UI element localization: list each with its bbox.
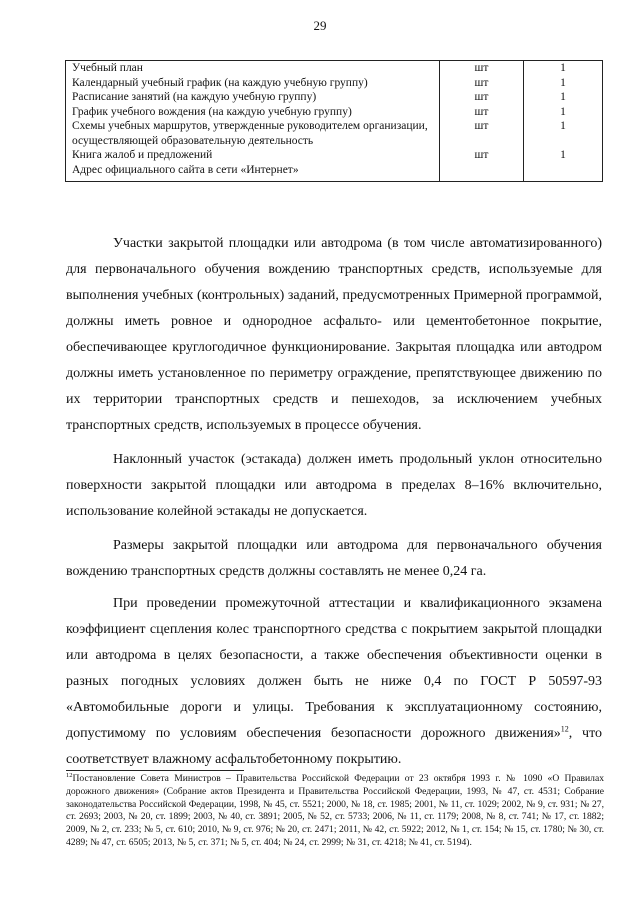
unit-cell: шт bbox=[440, 76, 524, 91]
item-name-cell: График учебного вождения (на каждую учебную группу) bbox=[66, 105, 440, 120]
table-row bbox=[66, 105, 603, 120]
quantity-cell: 1 bbox=[524, 90, 603, 105]
unit-cell: шт bbox=[440, 119, 524, 148]
paragraph-friction-tail: , что соответствует влажному асфальтобетонному покрытию. bbox=[66, 726, 602, 767]
unit-cell: шт bbox=[440, 90, 524, 105]
unit-cell: шт bbox=[440, 105, 524, 120]
quantity-cell: 1 bbox=[524, 76, 603, 91]
item-name-cell: Расписание занятий (на каждую учебную группу) bbox=[66, 90, 440, 105]
footnote-divider bbox=[66, 770, 244, 771]
paragraph-incline-requirements: Наклонный участок (эстакада) должен иметь продольный уклон относительно поверхности закрытой площадки или автодрома в пределах 8–16% включительно, использование колейной эстакады не допускается. bbox=[66, 452, 602, 519]
table-row bbox=[66, 148, 603, 163]
paragraph-area-size: Размеры закрытой площадки или автодрома для первоначального обучения вождению транспортных средств должны составлять не менее 0,24 га. bbox=[66, 538, 602, 579]
item-name-cell: Календарный учебный график (на каждую учебную группу) bbox=[66, 76, 440, 91]
equipment-table-body bbox=[66, 61, 603, 182]
table-row bbox=[66, 163, 603, 182]
footnote bbox=[66, 773, 604, 850]
unit-cell bbox=[440, 163, 524, 182]
footnote-reference[interactable]: 12 bbox=[560, 724, 569, 734]
table-row bbox=[66, 119, 603, 148]
table-row bbox=[66, 61, 603, 76]
equipment-table bbox=[65, 60, 603, 182]
paragraph-test-area-requirements: Участки закрытой площадки или автодрома (в том числе автоматизированного) для первоначального обучения вождению транспортных средств, используемые для выполнения учебных (контрольных) заданий, предусмотренных Примерной программой, должны иметь ровное и однородное асфальто- или цементобетонное покрытие, обеспечивающее круглогодичное функционирование. Закрытая площадка или автодром должны иметь установленное по периметру ограждение, препятствующее движению по их территории транспортных средств и пешеходов, за исключением учебных транспортных средств, используемых в процессе обучения. bbox=[66, 236, 602, 433]
footnote-text: Постановление Совета Министров – Правительства Российской Федерации от 23 октября 1993 г. № 1090 «О Правилах дорожного движения» (Собрание актов Президента и Правительства Российской Федерации, 1993, № 47, ст. 4531; Собрание законодательства Российской Федерации, 1998, № 45, ст. 5521; 2000, № 18, ст. 1985; 2001, № 11, ст. 1029; 2002, № 9, ст. 931; № 27, ст. 2693; 2003, № 20, ст. 1899; 2003, № 40, ст. 3891; 2005, № 52, ст. 5733; 2006, № 11, ст. 1179; 2008, № 8, ст. 741; № 17, ст. 1882; 2009, № 2, ст. 233; № 5, ст. 610; 2010, № 9, ст. 976; № 20, ст. 2471; 2011, № 42, ст. 5922; 2012, № 1, ст. 154; № 15, ст. 1780; № 30, ст. 4289; № 47, ст. 6505; 2013, № 5, ст. 371; № 5, ст. 404; № 24, ст. 2999; № 31, ст. 4218; № 41, ст. 5194). bbox=[66, 773, 604, 848]
paragraph-friction-main: При проведении промежуточной аттестации и квалификационного экзамена коэффициент сцепления колес транспортного средства с покрытием закрытой площадки или автодрома в целях безопасности, а также обеспечения объективности оценки в разных погодных условиях должен быть не ниже 0,4 по ГОСТ Р 50597-93 «Автомобильные дороги и улицы. Требования к эксплуатационному состоянию, допустимому по условиям обеспечения безопасности дорожного движения» bbox=[66, 596, 602, 741]
table-row bbox=[66, 76, 603, 91]
table-row bbox=[66, 90, 603, 105]
item-name-cell: Схемы учебных маршрутов, утвержденные руководителем организации, осуществляющей образовательную деятельность bbox=[66, 119, 440, 148]
quantity-cell: 1 bbox=[524, 119, 603, 148]
footnote-marker: 12 bbox=[66, 771, 73, 779]
item-name-cell: Учебный план bbox=[66, 61, 440, 76]
quantity-cell: 1 bbox=[524, 105, 603, 120]
main-text bbox=[66, 231, 602, 781]
unit-cell: шт bbox=[440, 148, 524, 163]
unit-cell: шт bbox=[440, 61, 524, 76]
item-name-cell: Адрес официального сайта в сети «Интернет» bbox=[66, 163, 440, 182]
quantity-cell: 1 bbox=[524, 148, 603, 163]
item-name-cell: Книга жалоб и предложений bbox=[66, 148, 440, 163]
quantity-cell bbox=[524, 163, 603, 182]
quantity-cell: 1 bbox=[524, 61, 603, 76]
page-number: 29 bbox=[313, 18, 327, 33]
paragraph-friction-coefficient bbox=[66, 591, 602, 773]
